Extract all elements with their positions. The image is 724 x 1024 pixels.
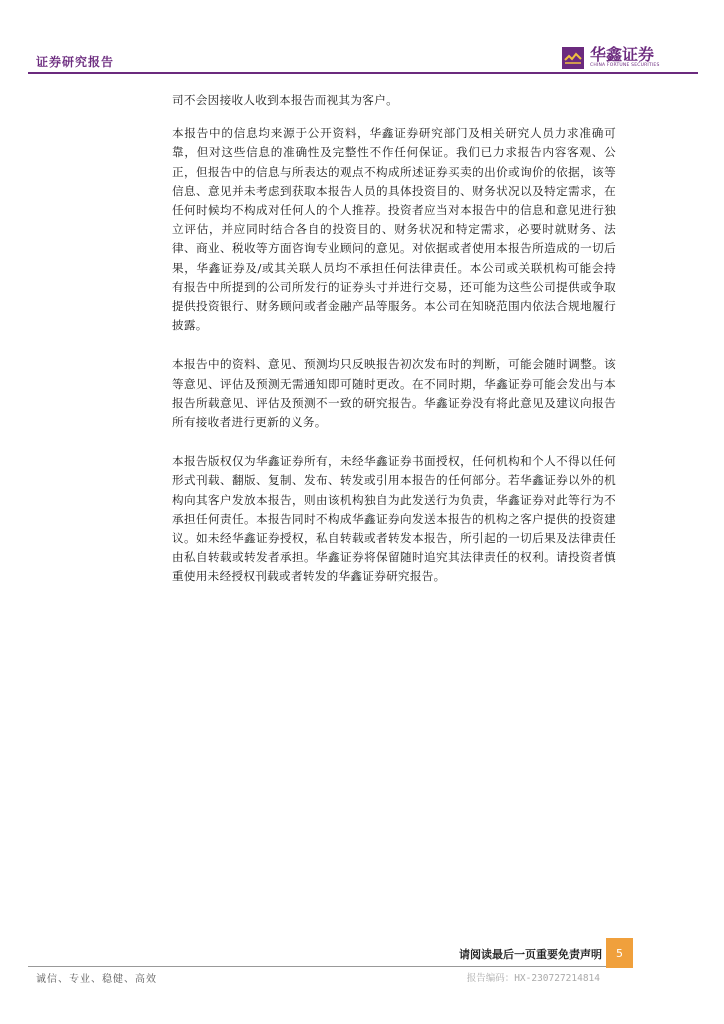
logo-chinese-name: 华鑫证券 [590, 45, 655, 64]
logo-mark-icon [562, 47, 584, 69]
paragraph: 本报告版权仅为华鑫证券所有，未经华鑫证券书面授权，任何机构和个人不得以任何形式刊载、翻版、复制、发布、转发或引用本报告的任何部分。若华鑫证券以外的机构向其客户发放本报告，则由该机构独自为此发送行为负责，华鑫证券对此等行为不承担任何责任。本报告同时不构成华鑫证券向发送本报告的机构之客户提供的投资建议。如未经华鑫证券授权，私自转载或者转发本报告，所引起的一切后果及法律责任由私自转载或转发者承担。华鑫证券将保留随时追究其法律责任的权利。请投资者慎重使用未经授权刊载或者转发的华鑫证券研究报告。 [172, 454, 616, 584]
disclaimer-body [172, 91, 616, 607]
header-divider [28, 72, 698, 74]
company-logo [562, 46, 660, 69]
report-type-label: 证券研究报告 [36, 55, 115, 69]
paragraph: 司不会因接收人收到本报告而视其为客户。 [172, 93, 398, 107]
logo-english-name: CHINA FORTUNE SECURITIES [590, 63, 660, 68]
paragraph: 本报告中的资料、意见、预测均只反映报告初次发布时的判断，可能会随时调整。该等意见、评估及预测无需通知即可随时更改。在不同时期，华鑫证券可能会发出与本报告所载意见、评估及预测不一致的研究报告。华鑫证券没有将此意见及建议向报告所有接收者进行更新的义务。 [172, 357, 616, 430]
report-code: 报告编码：HX-230727214814 [466, 973, 600, 984]
footer-divider [28, 966, 606, 967]
disclaimer-notice: 请阅读最后一页重要免责声明 [459, 948, 602, 961]
paragraph: 本报告中的信息均来源于公开资料，华鑫证券研究部门及相关研究人员力求准确可靠，但对这些信息的准确性及完整性不作任何保证。我们已力求报告内容客观、公正，但报告中的信息与所表达的观点不构成所述证券买卖的出价或询价的依据，该等信息、意见并未考虑到获取本报告人员的具体投资目的、财务状况以及特定需求，在任何时候均不构成对任何人的个人推荐。投资者应当对本报告中的信息和意见进行独立评估，并应同时结合各自的投资目的、财务状况和特定需求，必要时就财务、法律、商业、税收等方面咨询专业顾问的意见。对依据或者使用本报告所造成的一切后果，华鑫证券及/或其关联人员均不承担任何法律责任。本公司或关联机构可能会持有报告中所提到的公司所发行的证券头寸并进行交易，还可能为这些公司提供或争取提供投资银行、财务顾问或者金融产品等服务。本公司在知晓范围内依法合规地履行披露。 [172, 126, 616, 333]
company-slogan: 诚信、专业、稳健、高效 [36, 974, 157, 985]
page-number: 5 [606, 938, 633, 968]
